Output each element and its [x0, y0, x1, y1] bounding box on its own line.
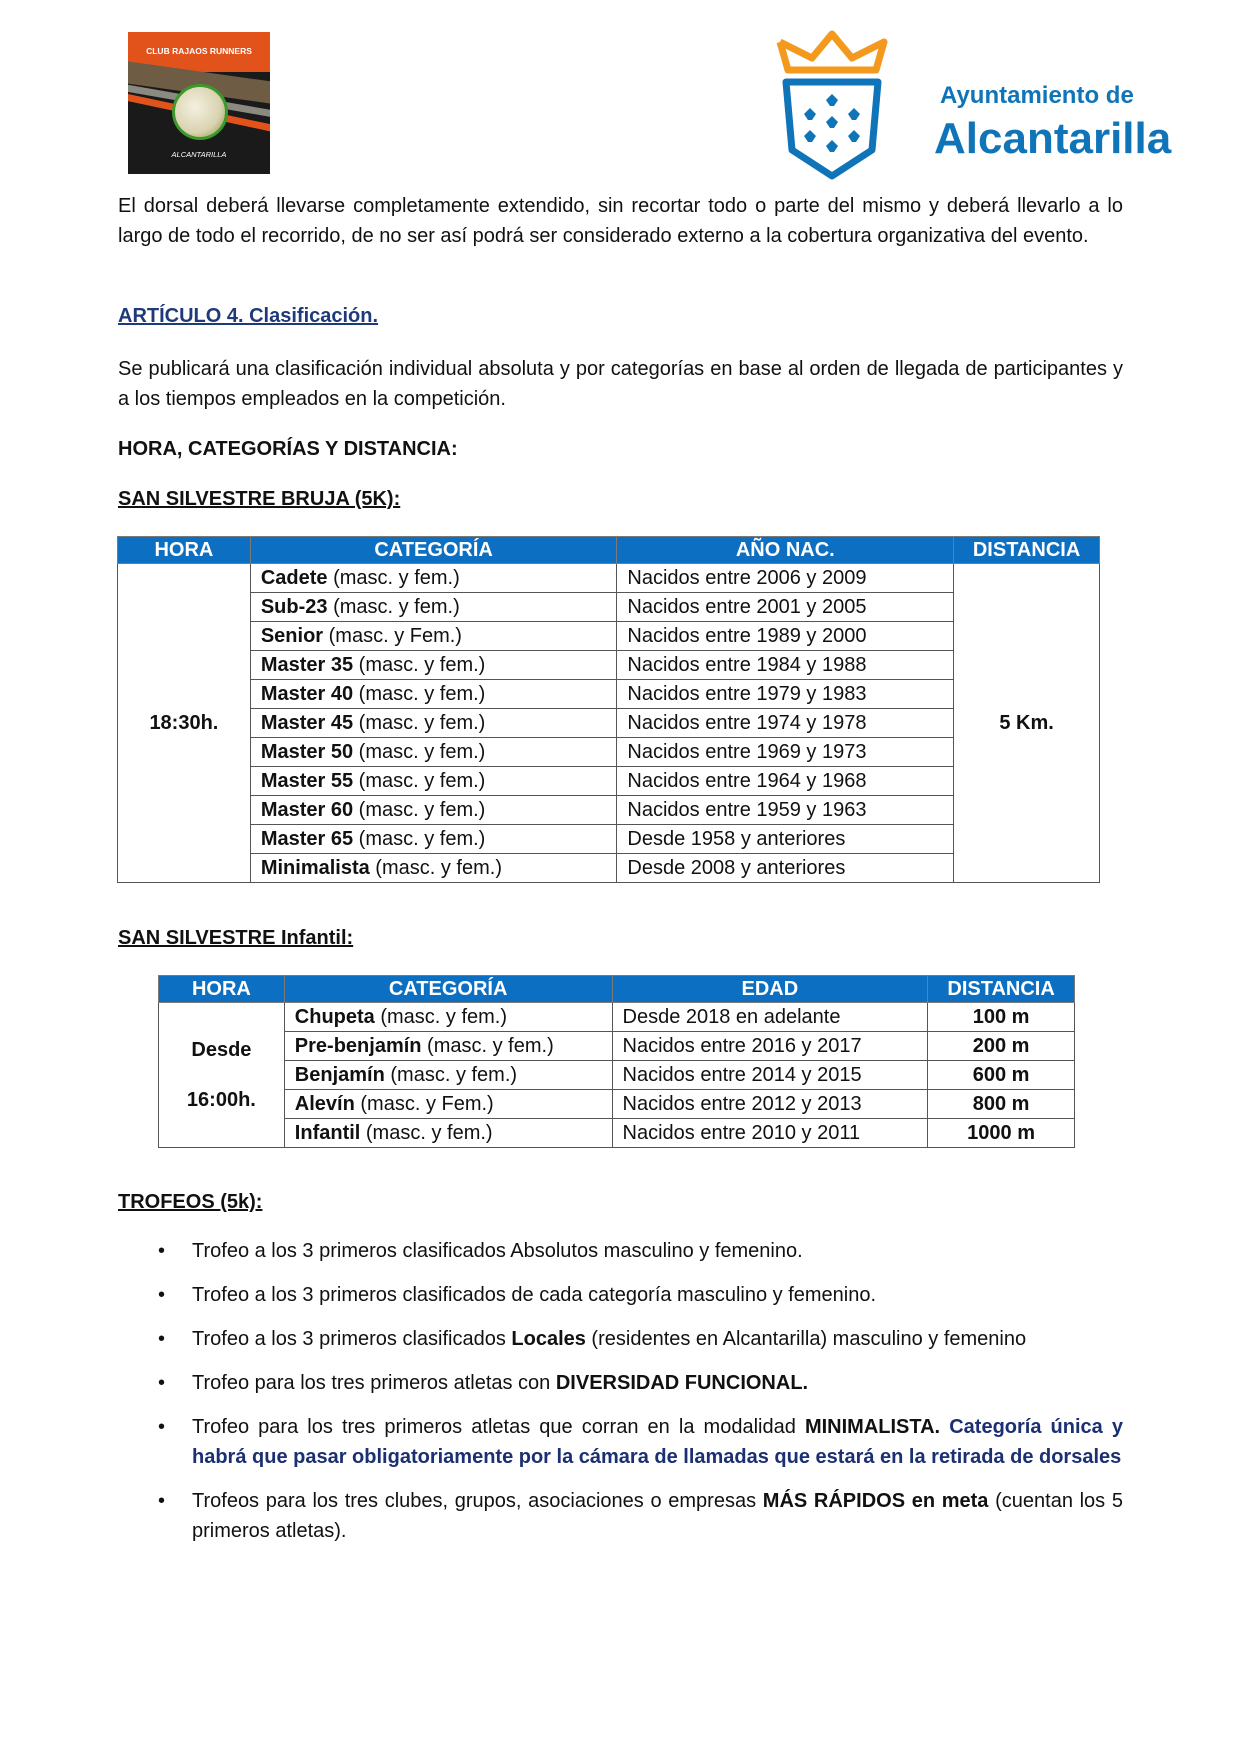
hora-cell: 18:30h. — [118, 564, 251, 883]
categoria-name: Master 35 — [260, 654, 354, 676]
categoria-cell — [250, 651, 617, 680]
section-heading: HORA, CATEGORÍAS Y DISTANCIA: — [118, 438, 458, 460]
trofeo-item — [118, 1486, 1123, 1546]
bullet-icon: • — [158, 1416, 166, 1438]
ayuntamiento-logo — [772, 30, 1172, 180]
trofeo-text: Trofeo a los 3 primeros clasificados — [192, 1328, 512, 1350]
table-row — [159, 1003, 1075, 1032]
categoria-cell — [250, 825, 617, 854]
table-row — [159, 1119, 1075, 1148]
trofeo-item — [118, 1368, 1123, 1398]
categoria-gender: (masc. y fem.) — [353, 683, 486, 705]
categoria-name: Minimalista — [260, 857, 370, 879]
table-row — [118, 680, 1100, 709]
distancia-cell: 600 m — [928, 1061, 1075, 1090]
categoria-gender: (masc. y Fem.) — [323, 625, 462, 647]
table-row — [159, 1032, 1075, 1061]
categoria-cell — [250, 796, 617, 825]
table-row — [118, 622, 1100, 651]
distancia-cell: 1000 m — [928, 1119, 1075, 1148]
categoria-gender: (masc. y fem.) — [374, 1006, 508, 1028]
table-row — [118, 709, 1100, 738]
categoria-gender: (masc. y fem.) — [421, 1035, 554, 1057]
trofeo-text: Trofeos para los tres clubes, grupos, asociaciones o empresas — [192, 1490, 763, 1512]
ano-nac-cell: Desde 1958 y anteriores — [617, 825, 954, 854]
header-hora: HORA — [159, 976, 285, 1003]
trofeo-emphasis: MÁS RÁPIDOS en meta — [762, 1490, 989, 1512]
ano-nac-cell: Nacidos entre 1969 y 1973 — [617, 738, 954, 767]
categoria-name: Chupeta — [294, 1006, 375, 1028]
table-header-row — [159, 976, 1075, 1003]
club-city: ALCANTARILLA — [171, 150, 227, 159]
trofeo-note: Categoría única y habrá que pasar obligatoriamente por la cámara de llamadas que estará en la retirada de dorsales — [192, 1416, 1124, 1468]
edad-cell: Nacidos entre 2014 y 2015 — [612, 1061, 928, 1090]
bullet-icon: • — [158, 1372, 166, 1394]
categoria-gender: (masc. y fem.) — [360, 1122, 493, 1144]
ano-nac-cell: Nacidos entre 1974 y 1978 — [617, 709, 954, 738]
trofeo-item — [118, 1236, 1123, 1266]
infantil-title: SAN SILVESTRE Infantil: — [118, 927, 354, 949]
trofeos-list — [118, 1236, 1123, 1560]
distancia-cell: 800 m — [928, 1090, 1075, 1119]
categoria-cell — [284, 1003, 612, 1032]
trofeo-item — [118, 1412, 1123, 1472]
edad-cell: Nacidos entre 2012 y 2013 — [612, 1090, 928, 1119]
categoria-gender: (masc. y fem.) — [353, 712, 486, 734]
trofeo-text: Trofeo a los 3 primeros clasificados de cada categoría masculino y femenino. — [192, 1284, 877, 1306]
table-row — [118, 767, 1100, 796]
categoria-gender: (masc. y fem.) — [353, 741, 486, 763]
distancia-cell: 100 m — [928, 1003, 1075, 1032]
table-header-row — [118, 537, 1100, 564]
edad-cell: Nacidos entre 2016 y 2017 — [612, 1032, 928, 1061]
categoria-name: Infantil — [294, 1122, 361, 1144]
categoria-gender: (masc. y fem.) — [327, 567, 460, 589]
categoria-name: Cadete — [260, 567, 328, 589]
categoria-name: Master 65 — [260, 828, 354, 850]
bullet-icon: • — [158, 1490, 166, 1512]
ano-nac-cell: Nacidos entre 2001 y 2005 — [617, 593, 954, 622]
table-row — [118, 564, 1100, 593]
infantil-categories-table — [158, 975, 1075, 1148]
categoria-cell — [250, 593, 617, 622]
hora-line1: Desde — [191, 1039, 252, 1061]
header-distancia: DISTANCIA — [928, 976, 1075, 1003]
categoria-cell — [250, 709, 617, 738]
table-row — [118, 796, 1100, 825]
categoria-name: Sub-23 — [260, 596, 328, 618]
categoria-cell — [250, 564, 617, 593]
runner-globe-icon — [172, 84, 228, 140]
trofeo-text: Trofeo para los tres primeros atletas con — [192, 1372, 556, 1394]
bruja-title: SAN SILVESTRE BRUJA (5K): — [118, 488, 401, 510]
categoria-gender: (masc. y fem.) — [353, 828, 486, 850]
table-row — [118, 854, 1100, 883]
categoria-cell — [250, 767, 617, 796]
trofeo-item — [118, 1324, 1123, 1354]
categoria-cell — [284, 1090, 612, 1119]
ano-nac-cell: Nacidos entre 1964 y 1968 — [617, 767, 954, 796]
categoria-name: Benjamín — [294, 1064, 385, 1086]
categoria-name: Master 55 — [260, 770, 354, 792]
distancia-cell: 5 Km. — [954, 564, 1100, 883]
table-row — [159, 1090, 1075, 1119]
trofeo-text-after: (residentes en Alcantarilla) masculino y femenino — [585, 1328, 1027, 1350]
header-ano-nac: AÑO NAC. — [617, 537, 954, 564]
header-edad: EDAD — [612, 976, 928, 1003]
categoria-cell — [284, 1119, 612, 1148]
ano-nac-cell: Nacidos entre 2006 y 2009 — [617, 564, 954, 593]
categoria-name: Master 60 — [260, 799, 354, 821]
table-row — [118, 825, 1100, 854]
coat-of-arms-icon — [772, 30, 932, 180]
article-4-body: Se publicará una clasificación individual absoluta y por categorías en base al orden de llegada de participantes y a los tiempos empleados en la competición. — [118, 358, 1123, 410]
categoria-gender: (masc. y fem.) — [327, 596, 460, 618]
edad-cell: Nacidos entre 2010 y 2011 — [612, 1119, 928, 1148]
bullet-icon: • — [158, 1240, 166, 1262]
categoria-cell — [284, 1032, 612, 1061]
header-distancia: DISTANCIA — [954, 537, 1100, 564]
ano-nac-cell: Nacidos entre 1989 y 2000 — [617, 622, 954, 651]
categoria-name: Alevín — [294, 1093, 355, 1115]
trofeo-emphasis: Locales — [511, 1328, 586, 1350]
table-row — [118, 738, 1100, 767]
article-4-title: ARTÍCULO 4. Clasificación. — [118, 305, 379, 327]
club-rajaos-runners-logo — [128, 32, 270, 174]
categoria-cell — [250, 738, 617, 767]
trofeo-text: Trofeo a los 3 primeros clasificados Absolutos masculino y femenino. — [192, 1240, 803, 1262]
hora-cell — [159, 1003, 285, 1148]
ano-nac-cell: Nacidos entre 1984 y 1988 — [617, 651, 954, 680]
intro-paragraph: El dorsal deberá llevarse completamente extendido, sin recortar todo o parte del mismo y deberá llevarlo a lo largo de todo el recorrido, de no ser así podrá ser considerado externo a la cobertura organizativa del evento. — [118, 195, 1123, 247]
categoria-cell — [250, 680, 617, 709]
categoria-name: Master 50 — [260, 741, 354, 763]
categoria-gender: (masc. y Fem.) — [354, 1093, 494, 1115]
bullet-icon: • — [158, 1284, 166, 1306]
ano-nac-cell: Nacidos entre 1959 y 1963 — [617, 796, 954, 825]
trofeo-text-after: (cuentan los 5 primeros atletas). — [192, 1490, 1123, 1542]
distancia-cell: 200 m — [928, 1032, 1075, 1061]
header-categoria: CATEGORÍA — [284, 976, 612, 1003]
club-name: CLUB RAJAOS RUNNERS — [146, 46, 252, 56]
categoria-cell — [284, 1061, 612, 1090]
ayuntamiento-line2: Alcantarilla — [934, 114, 1172, 163]
categoria-name: Senior — [260, 625, 324, 647]
bruja-categories-table — [117, 536, 1100, 883]
categoria-name: Pre-benjamín — [294, 1035, 422, 1057]
edad-cell: Desde 2018 en adelante — [612, 1003, 928, 1032]
table-row — [118, 593, 1100, 622]
trofeo-text-after — [940, 1416, 949, 1438]
categoria-cell — [250, 854, 617, 883]
categoria-cell — [250, 622, 617, 651]
trofeo-item — [118, 1280, 1123, 1310]
categoria-gender: (masc. y fem.) — [353, 770, 486, 792]
ano-nac-cell: Nacidos entre 1979 y 1983 — [617, 680, 954, 709]
ano-nac-cell: Desde 2008 y anteriores — [617, 854, 954, 883]
ayuntamiento-line1: Ayuntamiento de — [940, 82, 1134, 109]
categoria-gender: (masc. y fem.) — [369, 857, 502, 879]
header-categoria: CATEGORÍA — [250, 537, 617, 564]
table-row — [118, 651, 1100, 680]
categoria-gender: (masc. y fem.) — [353, 799, 486, 821]
trofeo-emphasis: MINIMALISTA. — [804, 1416, 941, 1438]
header-hora: HORA — [118, 537, 251, 564]
categoria-gender: (masc. y fem.) — [384, 1064, 518, 1086]
categoria-gender: (masc. y fem.) — [353, 654, 486, 676]
categoria-name: Master 45 — [260, 712, 354, 734]
hora-line2: 16:00h. — [186, 1089, 256, 1111]
trofeo-text: Trofeo para los tres primeros atletas que corran en la modalidad — [192, 1416, 805, 1438]
trofeos-title: TROFEOS (5k): — [118, 1191, 263, 1213]
table-row — [159, 1061, 1075, 1090]
bullet-icon: • — [158, 1328, 166, 1350]
trofeo-emphasis: DIVERSIDAD FUNCIONAL. — [555, 1372, 809, 1394]
categoria-name: Master 40 — [260, 683, 354, 705]
